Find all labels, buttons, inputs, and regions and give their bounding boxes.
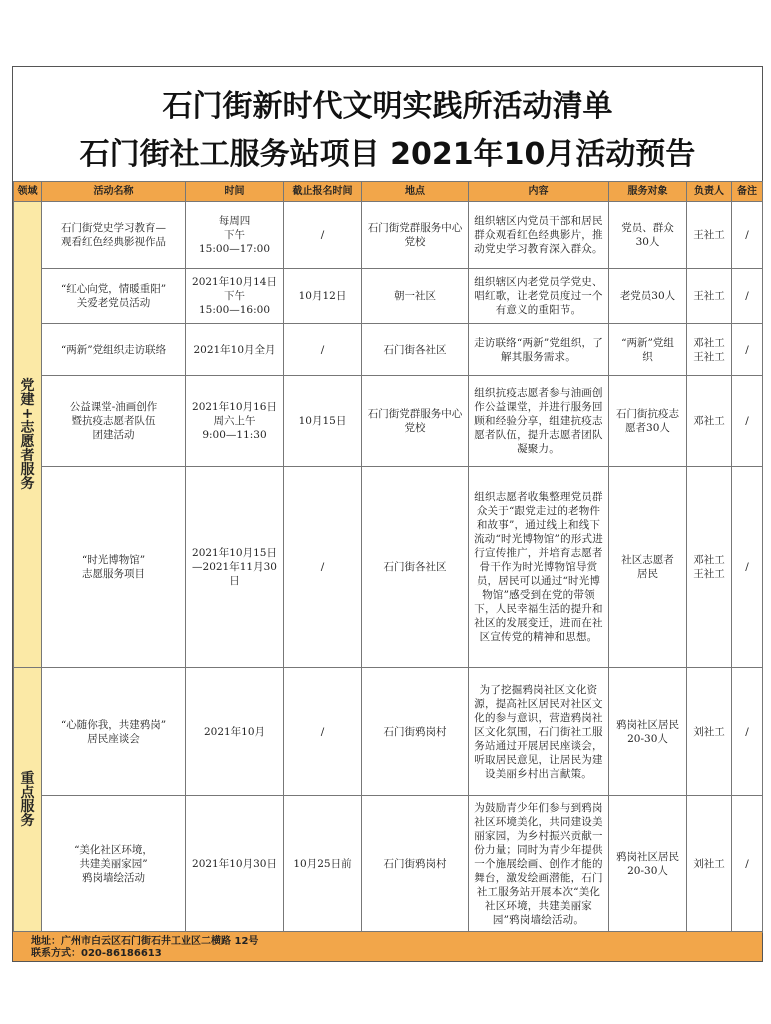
- table-row: [14, 467, 763, 668]
- col-header-note: 备注: [732, 182, 763, 202]
- activity-place: 石门街鸦岗村: [362, 668, 469, 796]
- activity-note: /: [732, 202, 763, 269]
- activity-target: 老党员30人: [609, 269, 687, 324]
- activity-name: “美化社区环境， 共建美丽家园” 鸦岗墙绘活动: [42, 796, 186, 933]
- activity-deadline: /: [284, 324, 362, 376]
- activity-time: 2021年10月全月: [186, 324, 284, 376]
- activity-leader: 王社工: [687, 202, 732, 269]
- page-title: 石门街新时代文明实践所活动清单: [162, 89, 613, 124]
- activity-content: 组织辖区内老党员学党史、唱红歌，让老党员度过一个有意义的重阳节。: [469, 269, 609, 324]
- col-header-target: 服务对象: [609, 182, 687, 202]
- activity-time: 2021年10月: [186, 668, 284, 796]
- activity-deadline: /: [284, 668, 362, 796]
- domain-key-service: 重 点 服 务: [14, 668, 42, 933]
- activity-sheet: [12, 66, 763, 962]
- activity-target: 鸦岗社区居民 20-30人: [609, 796, 687, 933]
- activity-target: 鸦岗社区居民 20-30人: [609, 668, 687, 796]
- activity-time: 每周四 下午 15:00—17:00: [186, 202, 284, 269]
- activity-content: 组织辖区内党员干部和居民群众观看红色经典影片，推动党史学习教育深入群众。: [469, 202, 609, 269]
- activity-name: “两新”党组织走访联络: [42, 324, 186, 376]
- activity-table: [13, 181, 763, 933]
- activity-leader: 刘社工: [687, 668, 732, 796]
- activity-note: /: [732, 376, 763, 467]
- activity-leader: 邓社工 王社工: [687, 324, 732, 376]
- footer-contact: 联系方式：020-86186613: [31, 948, 162, 959]
- col-header-time: 时间: [186, 182, 284, 202]
- activity-target: “两新”党组 织: [609, 324, 687, 376]
- activity-content: 组织志愿者收集整理党员群众关于“跟党走过的老物件和故事”，通过线上和线下流动“时光博物馆”的形式进行宣传推广，并培育志愿者骨干作为时光博物馆导赏员，居民可以通过“时光博物馆”感受到在党的带领下，人民幸福生活的提升和社区的发展变迁，进而在社区宣传党的精神和思想。: [469, 467, 609, 668]
- footer-address: 地址：广州市白云区石门街石井工业区二横路 12号: [31, 936, 259, 947]
- table-row: [14, 376, 763, 467]
- activity-target: 社区志愿者 居民: [609, 467, 687, 668]
- col-header-place: 地点: [362, 182, 469, 202]
- table-row: [14, 324, 763, 376]
- activity-deadline: 10月25日前: [284, 796, 362, 933]
- col-header-content: 内容: [469, 182, 609, 202]
- activity-time: 2021年10月14日 下午 15:00—16:00: [186, 269, 284, 324]
- activity-deadline: /: [284, 202, 362, 269]
- activity-name: “红心向党，情暖重阳” 关爱老党员活动: [42, 269, 186, 324]
- activity-place: 石门街党群服务中心 党校: [362, 202, 469, 269]
- col-header-name: 活动名称: [42, 182, 186, 202]
- page-subtitle: 石门街社工服务站项目 2021年10月活动预告: [79, 137, 696, 172]
- activity-content: 为鼓励青少年们参与到鸦岗社区环境美化，共同建设美丽家园，为乡村振兴贡献一份力量；同时为青少年提供一个施展绘画、创作才能的舞台，激发绘画潜能，石门社工服务站开展本次“美化社区环境，共建美丽家园”鸦岗墙绘活动。: [469, 796, 609, 933]
- activity-content: 为了挖掘鸦岗社区文化资源，提高社区居民对社区文化的参与意识，营造鸦岗社区文化氛围，石门街社工服务站通过开展居民座谈会，听取居民意见，让居民为建设美丽乡村出言献策。: [469, 668, 609, 796]
- activity-target: 党员、群众 30人: [609, 202, 687, 269]
- activity-note: /: [732, 796, 763, 933]
- activity-place: 朝一社区: [362, 269, 469, 324]
- activity-place: 石门街各社区: [362, 467, 469, 668]
- activity-content: 走访联络“两新”党组织，了解其服务需求。: [469, 324, 609, 376]
- footer: [13, 931, 762, 961]
- activity-place: 石门街党群服务中心 党校: [362, 376, 469, 467]
- activity-leader: 邓社工: [687, 376, 732, 467]
- activity-deadline: 10月15日: [284, 376, 362, 467]
- activity-note: /: [732, 324, 763, 376]
- activity-place: 石门街鸦岗村: [362, 796, 469, 933]
- table-row: [14, 269, 763, 324]
- activity-note: /: [732, 668, 763, 796]
- activity-content: 组织抗疫志愿者参与油画创作公益课堂，并进行服务回顾和经验分享，组建抗疫志愿者队伍，提升志愿者团队凝聚力。: [469, 376, 609, 467]
- col-header-deadline: 截止报名时间: [284, 182, 362, 202]
- activity-leader: 王社工: [687, 269, 732, 324]
- activity-deadline: /: [284, 467, 362, 668]
- activity-time: 2021年10月15日 —2021年11月30 日: [186, 467, 284, 668]
- activity-leader: 邓社工 王社工: [687, 467, 732, 668]
- activity-note: /: [732, 269, 763, 324]
- table-row: [14, 796, 763, 933]
- activity-deadline: 10月12日: [284, 269, 362, 324]
- activity-target: 石门街抗疫志 愿者30人: [609, 376, 687, 467]
- activity-name: 公益课堂-油画创作 暨抗疫志愿者队伍 团建活动: [42, 376, 186, 467]
- table-row: [14, 668, 763, 796]
- activity-name: “心随你我，共建鸦岗” 居民座谈会: [42, 668, 186, 796]
- table-header-row: [14, 182, 763, 202]
- col-header-domain: 领域: [14, 182, 42, 202]
- activity-place: 石门街各社区: [362, 324, 469, 376]
- activity-name: 石门街党史学习教育— 观看红色经典影视作品: [42, 202, 186, 269]
- activity-note: /: [732, 467, 763, 668]
- activity-name: “时光博物馆” 志愿服务项目: [42, 467, 186, 668]
- activity-leader: 刘社工: [687, 796, 732, 933]
- activity-time: 2021年10月16日 周六上午 9:00—11:30: [186, 376, 284, 467]
- domain-party-volunteer: 党 建 + 志 愿 者 服 务: [14, 202, 42, 668]
- title-block: [13, 67, 762, 181]
- table-row: [14, 202, 763, 269]
- col-header-leader: 负责人: [687, 182, 732, 202]
- activity-time: 2021年10月30日: [186, 796, 284, 933]
